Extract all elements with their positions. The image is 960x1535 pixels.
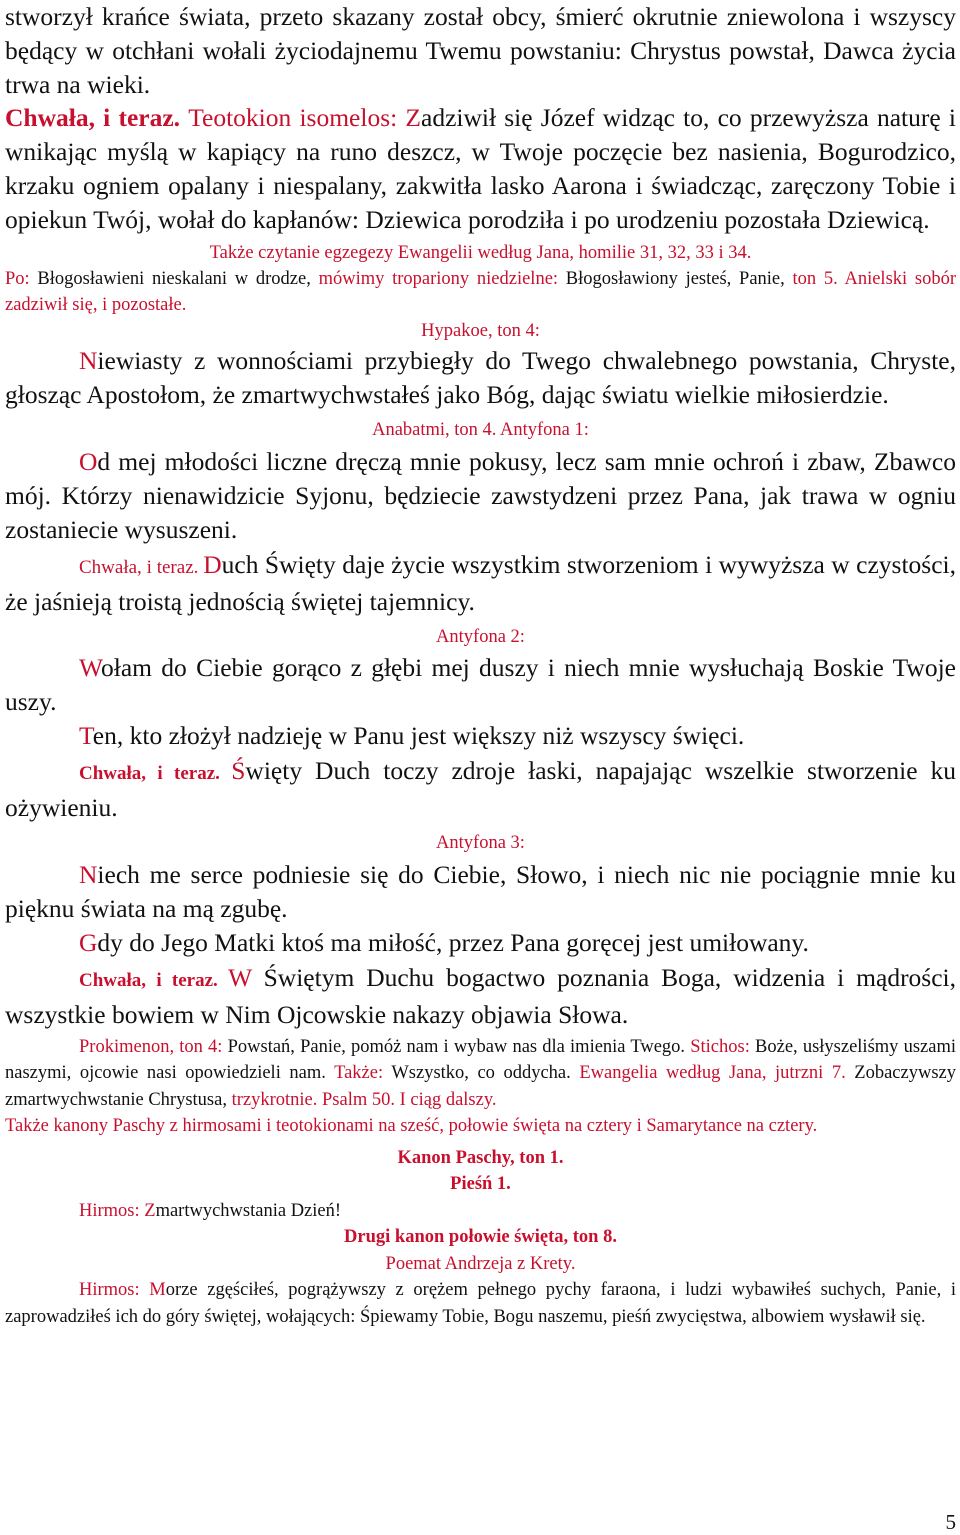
text-run: T [79,721,93,750]
text-run: iech me serce podniesie się do Ciebie, Słowo, i niech nic nie pociągnie mnie ku pięknu świata na mą zgubę. [5,859,956,923]
text-run: dy do Jego Matki ktoś ma miłość, przez Pana goręcej jest umiłowany. [97,927,809,957]
paragraph-theotokion [5,101,956,237]
paragraph-troparion-end [5,0,956,102]
text-run: ołam do Ciebie gorąco z głębi mej duszy i niech mnie wysłuchają Boskie Twoje uszy. [5,653,956,716]
text-run: N [79,859,98,889]
text-run: Anabatmi, ton 4. Antyfona 1: [372,420,589,440]
text-run: więty Duch toczy zdroje łaski, napajając wszelkie stworzenie ku ożywieniu. [5,756,956,822]
text-run: Chwała, i teraz. [79,969,229,991]
text-run: mówimy tropariony niedzielne: [318,268,566,289]
heading-paschal-canon [5,1145,956,1172]
text-run: Hypakoe, ton 4: [421,320,540,341]
paragraph-hypakoe [5,344,956,412]
text-run: Chwała, i teraz. [79,556,204,578]
paragraph-antiphon-1 [5,445,956,547]
heading-anabatmi-antiphon-1 [5,417,956,444]
text-run: Antyfona 3: [436,833,525,853]
text-run: Poemat Andrzeja z Krety. [385,1253,576,1274]
text-run: en, kto złożył nadzieję w Panu jest większy niż wszyscy święci. [92,721,745,750]
text-run: martwychwstania Dzień! [155,1200,342,1221]
text-run: Hirmos: Z [79,1200,156,1221]
text-run: Ewangelia według Jana, jutrzni 7. [579,1063,855,1083]
paragraph-prokimenon [5,1034,956,1114]
text-run: W [228,962,264,992]
text-run: d mej młodości liczne dręczą mnie pokusy, lecz sam mnie ochroń i zbaw, Zbawco mój. Którzy nienawidzicie Syjonu, będziecie zawstydzeni przez Pana, jak trawa w ogniu zostaniecie wysuszeni. [5,446,956,544]
text-run: ton 5. Anielski sobór zadziwił się, i pozostałe. [5,268,957,315]
rubric-reading [5,240,956,267]
text-run: Po: [5,268,38,289]
paragraph-antiphon-3-b [5,926,956,960]
text-run: Z [405,103,421,132]
text-run: Wszystko, co oddycha. [391,1063,580,1083]
text-run: Stichos: [690,1036,756,1057]
rubric-canons [5,1113,956,1140]
text-run: Ś [231,756,246,785]
text-run: Boże, usłyszeliśmy uszami naszymi, ojcowie nasi opowiedzieli nam. [5,1036,956,1083]
text-run: trzykrotnie. Psalm 50. I ciąg dalszy. [231,1089,497,1110]
text-run: adziwił się Józef widząc to, co przewyższa naturę i wnikając myślą w kapiący na runo deszcz, w Twoje poczęcie bez nasienia, Bogurodzico, krzaku ogniem opalany i niespalany, zakwitła lasko Aarona i świadcząc, zaręczony Tobie i opiekun Twój, wołał do kapłanów: Dziewica porodziła i po urodzeniu pozostała Dziewicą. [5,103,956,234]
paragraph-antiphon-3-glory [5,961,956,1032]
text-run: Chwała, i teraz. [5,103,189,132]
page-number: 5 [945,1510,956,1534]
text-run: Także czytanie egzegezy Ewangelii według Jana, homilie 31, 32, 33 i 34. [209,243,752,263]
text-run: Prokimenon, ton 4: [79,1036,228,1057]
text-run: Chwała, i teraz. [79,763,232,784]
paragraph-antiphon-1-glory [5,548,956,619]
text-run: Także kanony Paschy z hirmosami i teotokionami na sześć, połowie święta na cztery i Samarytance na cztery. [5,1116,818,1136]
text-run: O [79,446,98,476]
text-run: stworzył krańce świata, przeto skazany został obcy, śmierć okrutnie zniewolona i wszyscy będący w otchłani wołali życiodajnemu Twemu powstaniu: Chrystus powstał, Dawca życia trwa na wieki. [5,2,956,99]
document-page [5,0,956,1330]
text-run: W [79,653,102,682]
text-run: Błogosławiony jesteś, Panie, [565,268,793,289]
rubric-blessed [5,266,956,319]
text-run: D [203,549,222,579]
text-run: Świętym Duchu bogactwo poznania Boga, widzenia i mądrości, wszystkie bowiem w Nim Ojcowskie nakazy objawia Słowa. [5,962,957,1029]
heading-antiphon-2 [5,624,956,651]
paragraph-hirmos-paschal [5,1198,956,1225]
text-run: N [79,346,98,375]
text-run: Błogosławieni nieskalani w drodze, [37,268,319,289]
text-run: iewiasty z wonnościami przybiegły do Twego chwalebnego powstania, Chryste, głosząc Apostołom, że zmartwychwstałeś jako Bóg, dając światu wielkie miłosierdzie. [5,346,956,409]
heading-antiphon-3 [5,830,956,857]
text-run: Teotokion isomelos: [188,103,406,132]
text-run: G [79,927,98,957]
text-run: Zobaczywszy zmartwychwstanie Chrystusa, [5,1063,956,1110]
text-run: Drugi kanon połowie święta, ton 8. [344,1227,617,1247]
text-run: orze zgęściłeś, pogrążywszy z orężem pełnego pychy faraona, i ludzi wybawiłeś suchych, Panie, i zaprowadziłeś ich do góry świętej, wołających: Śpiewamy Tobie, Bogu naszemu, pieśń zwycięstwa, albowiem wysławił się. [5,1280,956,1327]
text-run: uch Święty daje życie wszystkim stworzeniom i wywyższa w czystości, że jaśnieją troistą jednością świętej tajemnicy. [5,549,956,616]
paragraph-antiphon-2-glory [5,754,956,825]
heading-hypakoe [5,318,956,345]
text-run: Hirmos: M [79,1280,166,1300]
paragraph-hirmos-second [5,1277,956,1330]
heading-poem-andrew-of-crete [5,1251,956,1278]
text-run: Antyfona 2: [436,626,525,647]
text-run: Także: [334,1063,392,1083]
heading-ode-1 [5,1171,956,1198]
paragraph-antiphon-2-a [5,651,956,719]
heading-second-canon [5,1224,956,1251]
paragraph-antiphon-3-a [5,858,956,926]
text-run: Powstań, Panie, pomóż nam i wybaw nas dla imienia Twego. [227,1036,691,1057]
paragraph-antiphon-2-b [5,719,956,753]
text-run: Kanon Paschy, ton 1. [397,1147,564,1168]
text-run: Pieśń 1. [450,1174,511,1194]
